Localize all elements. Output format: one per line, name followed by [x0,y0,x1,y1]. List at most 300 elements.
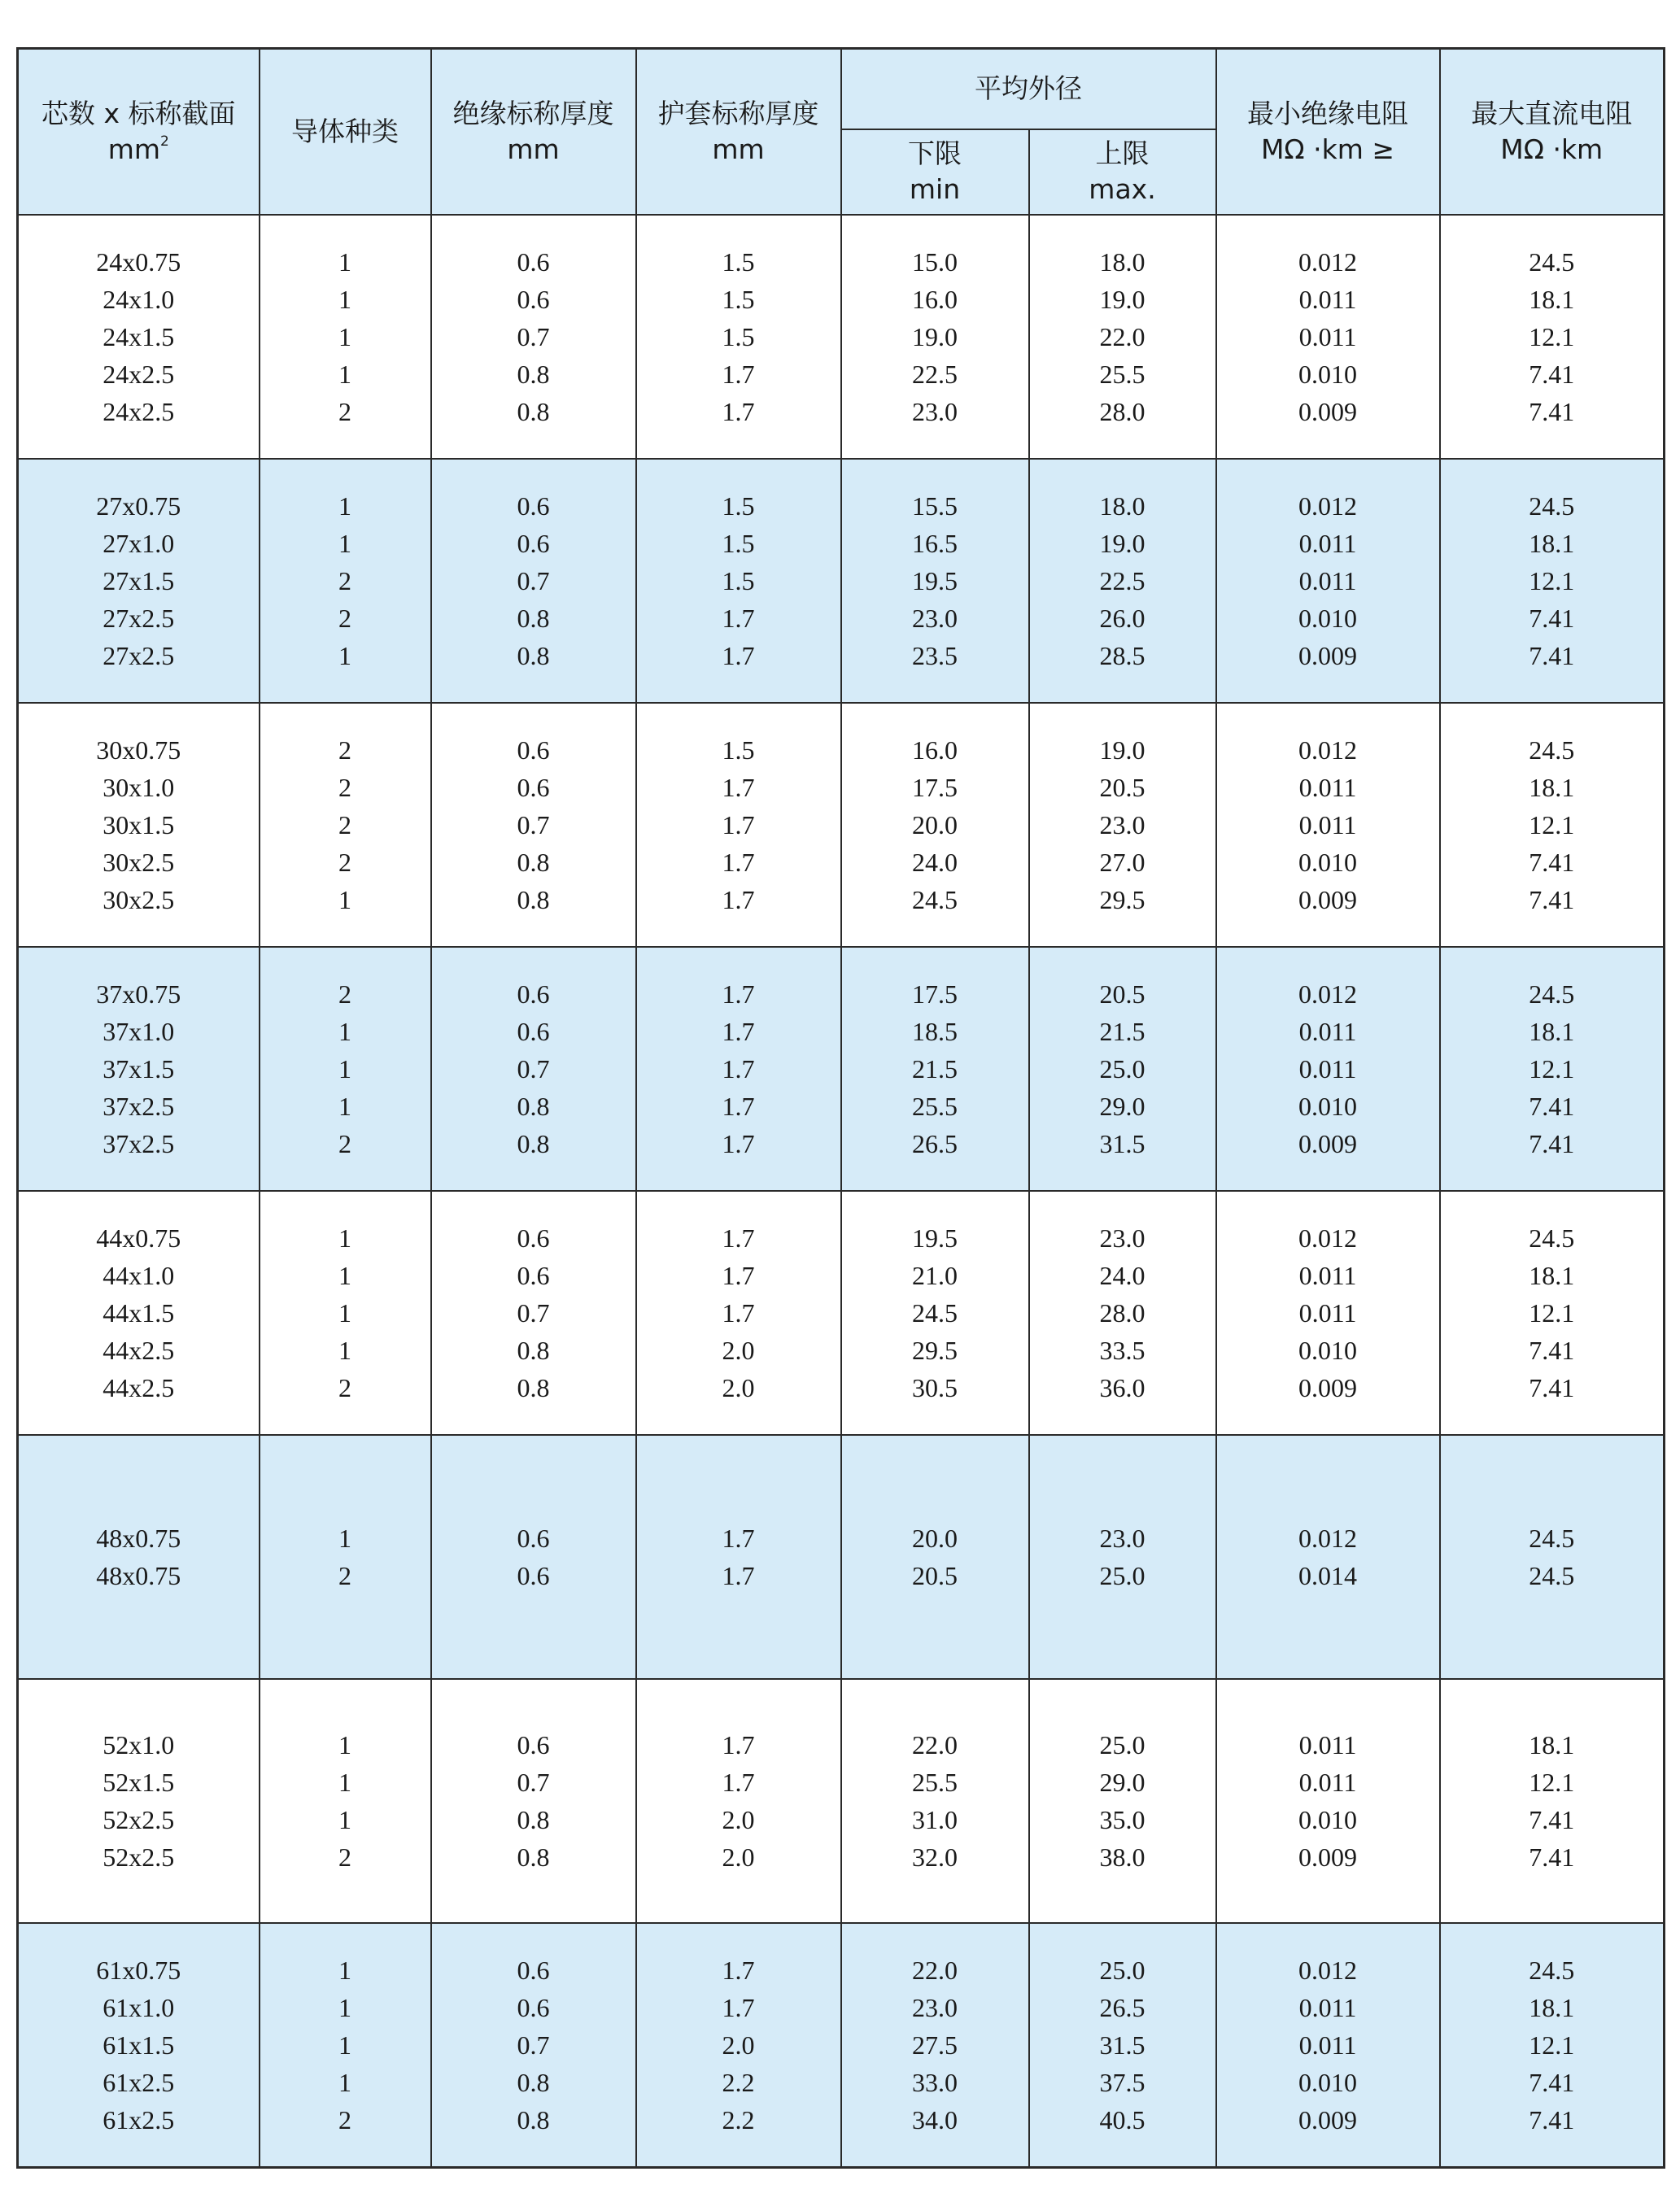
cell-value: 32.0 [912,1842,958,1872]
cell-value: 0.8 [517,397,550,426]
cell-value: 18.1 [1529,285,1575,314]
cell-value: 7.41 [1529,848,1575,877]
cell-value: 1.7 [722,848,755,877]
cell-value: 2.0 [722,1336,755,1365]
cell-value: 20.0 [912,1524,958,1553]
cell-value: 1.7 [722,1955,755,1985]
cell-value: 24.5 [1529,1561,1575,1590]
cell-value: 19.0 [1099,285,1145,314]
cell-value: 12.1 [1529,1054,1575,1084]
cell-value: 61x0.75 [96,1955,181,1985]
table-row [18,1435,1665,1679]
cell-value: 25.0 [1099,1955,1145,1985]
cell-upper [1029,1923,1216,2167]
cell-dc-res [1440,215,1665,459]
cell-value: 0.011 [1298,1730,1357,1759]
cell-value: 0.6 [517,773,550,802]
cell-value: 1.7 [722,1992,755,2022]
cell-value: 0.8 [517,641,550,670]
cell-value: 17.5 [912,773,958,802]
cell-value: 33.5 [1099,1336,1145,1365]
cell-value: 1 [338,1805,351,1834]
cell-value: 0.7 [517,1298,550,1328]
cell-value: 35.0 [1099,1805,1145,1834]
cell-value: 1.7 [722,1223,755,1253]
table-row [18,1679,1665,1923]
cell-value: 27x1.5 [103,566,175,595]
header-spec [18,49,260,216]
cell-value: 0.011 [1298,322,1357,351]
cell-value: 2.0 [722,1842,755,1872]
cell-value: 2 [338,2104,351,2134]
cell-value: 1.7 [722,1768,755,1797]
cell-insulation [431,1923,636,2167]
cell-value: 1.7 [722,1524,755,1553]
cell-value: 0.6 [517,1524,550,1553]
cell-value: 0.011 [1298,285,1357,314]
cell-sheath [636,215,841,459]
cell-value: 24x2.5 [103,360,175,389]
cell-value: 18.0 [1099,491,1145,521]
cell-value: 61x2.5 [103,2104,175,2134]
cell-value: 30x2.5 [103,885,175,914]
cell-value: 18.1 [1529,773,1575,802]
cell-value: 28.5 [1099,641,1145,670]
cell-value: 20.5 [1099,979,1145,1009]
cell-value: 1.5 [722,529,755,558]
cell-value: 1.5 [722,247,755,277]
cell-value: 0.8 [517,1129,550,1158]
cell-value: 0.8 [517,1842,550,1872]
cell-value: 7.41 [1529,1373,1575,1402]
cell-value: 0.012 [1298,1955,1357,1985]
cell-value: 2 [338,848,351,877]
cell-lower [841,1435,1029,1679]
cell-value: 0.7 [517,566,550,595]
cell-value: 25.0 [1099,1730,1145,1759]
cell-insulation [431,1191,636,1435]
cell-value: 1 [338,247,351,277]
header-sheath-unit: mm [712,133,765,165]
cell-value: 0.012 [1298,979,1357,1009]
cell-value: 19.0 [912,322,958,351]
cell-value: 22.0 [1099,322,1145,351]
cell-value: 24x1.5 [103,322,175,351]
cell-insul-res [1216,459,1440,703]
header-dc-res [1440,49,1665,216]
cell-dc-res [1440,1191,1665,1435]
cell-value: 2.0 [722,2030,755,2060]
cable-spec-table [16,47,1665,2169]
cell-value: 1 [338,1298,351,1328]
cell-value: 2.2 [722,2104,755,2134]
cell-value: 19.0 [1099,529,1145,558]
cell-value: 48x0.75 [96,1561,181,1590]
cell-value: 18.1 [1529,529,1575,558]
cell-value: 1 [338,529,351,558]
cell-value: 2.0 [722,1805,755,1834]
header-insulation [431,49,636,216]
cell-value: 7.41 [1529,1336,1575,1365]
cell-value: 2 [338,773,351,802]
cell-value: 1.7 [722,1298,755,1328]
cell-value: 1 [338,1261,351,1290]
cell-spec [18,1435,260,1679]
cell-value: 24.5 [1529,1955,1575,1985]
cell-value: 26.5 [1099,1992,1145,2022]
cell-value: 7.41 [1529,1842,1575,1872]
cell-value: 37x2.5 [103,1129,175,1158]
cell-value: 1 [338,2030,351,2060]
header-insul-res [1216,49,1440,216]
header-lower-title: 下限 [908,137,962,170]
cell-upper [1029,1191,1216,1435]
cell-value: 1.7 [722,397,755,426]
cell-value: 0.6 [517,1261,550,1290]
cell-value: 26.0 [1099,604,1145,633]
cell-value: 61x1.0 [103,1992,175,2022]
cell-spec [18,1679,260,1923]
header-insulation-title: 绝缘标称厚度 [452,98,614,129]
cell-value: 27.0 [1099,848,1145,877]
cell-dc-res [1440,459,1665,703]
cell-conductor [260,215,431,459]
cell-value: 0.011 [1298,773,1357,802]
cell-value: 37x2.5 [103,1092,175,1121]
cell-value: 25.0 [1099,1054,1145,1084]
cell-value: 17.5 [912,979,958,1009]
cell-value: 37.5 [1099,2067,1145,2097]
cell-value: 23.0 [912,1992,958,2022]
cell-value: 0.011 [1298,1054,1357,1084]
cell-value: 1.5 [722,322,755,351]
cell-spec [18,215,260,459]
cell-value: 30x0.75 [96,735,181,765]
cell-value: 22.5 [912,360,958,389]
cell-value: 0.009 [1298,2104,1357,2134]
cell-value: 0.6 [517,979,550,1009]
cell-dc-res [1440,947,1665,1191]
cell-value: 31.5 [1099,2030,1145,2060]
cell-value: 24.5 [912,1298,958,1328]
cell-value: 1.7 [722,773,755,802]
cell-value: 24.5 [912,885,958,914]
cell-value: 2 [338,1129,351,1158]
cell-value: 18.1 [1529,1730,1575,1759]
cell-value: 29.5 [1099,885,1145,914]
cell-value: 0.012 [1298,1524,1357,1553]
cell-value: 1 [338,1524,351,1553]
cell-conductor [260,947,431,1191]
cell-value: 23.5 [912,641,958,670]
cell-value: 0.009 [1298,885,1357,914]
table-row [18,215,1665,459]
cell-value: 24.5 [1529,1223,1575,1253]
cell-value: 1 [338,322,351,351]
cell-value: 0.8 [517,1805,550,1834]
cell-value: 7.41 [1529,2104,1575,2134]
cell-value: 2 [338,566,351,595]
cell-value: 23.0 [1099,1223,1145,1253]
cell-value: 0.010 [1298,360,1357,389]
cell-value: 52x2.5 [103,1842,175,1872]
cell-value: 0.8 [517,2067,550,2097]
cell-value: 20.5 [912,1561,958,1590]
cell-value: 1.7 [722,885,755,914]
cell-value: 2.0 [722,1373,755,1402]
cell-insulation [431,459,636,703]
cell-value: 21.0 [912,1261,958,1290]
cell-value: 1 [338,885,351,914]
cell-value: 1.7 [722,1092,755,1121]
cell-value: 0.8 [517,1373,550,1402]
cell-value: 18.5 [912,1017,958,1046]
cell-value: 30x1.5 [103,810,175,839]
cell-value: 1.7 [722,810,755,839]
cell-lower [841,215,1029,459]
cell-value: 44x1.0 [103,1261,175,1290]
cell-value: 0.6 [517,247,550,277]
cell-value: 30.5 [912,1373,958,1402]
header-diameter: 平均外径 [841,49,1216,129]
cell-value: 12.1 [1529,2030,1575,2060]
cell-insulation [431,703,636,947]
cell-sheath [636,947,841,1191]
cell-value: 0.014 [1298,1561,1357,1590]
cell-value: 23.0 [912,397,958,426]
cell-value: 37x0.75 [96,979,181,1009]
cell-sheath [636,1679,841,1923]
cell-value: 0.009 [1298,1129,1357,1158]
cell-value: 0.011 [1298,2030,1357,2060]
cell-value: 27x2.5 [103,641,175,670]
cell-dc-res [1440,1435,1665,1679]
cell-value: 1 [338,641,351,670]
cell-value: 21.5 [1099,1017,1145,1046]
cell-value: 0.6 [517,491,550,521]
cell-value: 1.7 [722,360,755,389]
cell-value: 27x1.0 [103,529,175,558]
cell-conductor [260,1191,431,1435]
cell-value: 44x2.5 [103,1373,175,1402]
cell-value: 0.009 [1298,1842,1357,1872]
cell-value: 0.8 [517,604,550,633]
cell-value: 2 [338,397,351,426]
cell-value: 0.011 [1298,529,1357,558]
cell-sheath [636,1923,841,2167]
cell-value: 24x1.0 [103,285,175,314]
cell-value: 2 [338,604,351,633]
cell-value: 0.6 [517,1017,550,1046]
cell-conductor [260,703,431,947]
cell-value: 12.1 [1529,1768,1575,1797]
cell-insul-res [1216,703,1440,947]
cell-sheath [636,703,841,947]
cell-value: 7.41 [1529,604,1575,633]
cell-value: 7.41 [1529,397,1575,426]
header-spec-unit: $mm^2$ [107,133,169,165]
cell-value: 1.7 [722,1129,755,1158]
cell-value: 29.0 [1099,1768,1145,1797]
cell-dc-res [1440,703,1665,947]
cell-value: 0.6 [517,1955,550,1985]
table-row [18,703,1665,947]
header-spec-title: 芯数 x 标称截面 [41,98,236,129]
cell-value: 37x1.0 [103,1017,175,1046]
cell-value: 2 [338,735,351,765]
header-spec-sup: 2 [159,133,169,150]
cell-value: 0.8 [517,1336,550,1365]
cell-value: 0.7 [517,322,550,351]
cell-value: 22.0 [912,1955,958,1985]
header-lower-unit: min [909,173,961,206]
cell-value: 1.7 [722,1261,755,1290]
cell-value: 18.1 [1529,1261,1575,1290]
cell-value: 0.012 [1298,1223,1357,1253]
cell-value: 7.41 [1529,1129,1575,1158]
cell-value: 31.5 [1099,1129,1145,1158]
table-row [18,1191,1665,1435]
cell-value: 0.6 [517,735,550,765]
cell-value: 0.010 [1298,1336,1357,1365]
cell-value: 19.0 [1099,735,1145,765]
cell-value: 25.5 [1099,360,1145,389]
cell-value: 1 [338,2067,351,2097]
cell-value: 28.0 [1099,1298,1145,1328]
cell-value: 1.5 [722,735,755,765]
cell-value: 29.5 [912,1336,958,1365]
cell-value: 38.0 [1099,1842,1145,1872]
table-body [18,215,1665,2167]
cell-value: 24.0 [912,848,958,877]
cell-value: 20.5 [1099,773,1145,802]
cell-upper [1029,947,1216,1191]
cell-insulation [431,215,636,459]
table-header [18,49,1665,216]
cell-value: 12.1 [1529,1298,1575,1328]
cell-value: 0.6 [517,1992,550,2022]
cell-value: 1 [338,1092,351,1121]
cell-value: 19.5 [912,1223,958,1253]
cell-value: 0.010 [1298,848,1357,877]
cell-conductor [260,1679,431,1923]
cell-value: 44x2.5 [103,1336,175,1365]
cell-value: 27.5 [912,2030,958,2060]
header-upper [1029,129,1216,215]
cell-value: 0.012 [1298,491,1357,521]
cell-value: 0.010 [1298,604,1357,633]
cell-value: 0.6 [517,1730,550,1759]
cell-upper [1029,215,1216,459]
cell-value: 24.5 [1529,735,1575,765]
cell-value: 1.5 [722,566,755,595]
cell-value: 0.8 [517,360,550,389]
cell-value: 0.7 [517,1768,550,1797]
cell-value: 24.0 [1099,1261,1145,1290]
cell-value: 1 [338,1955,351,1985]
cell-lower [841,1191,1029,1435]
cell-value: 23.0 [912,604,958,633]
cell-value: 2.2 [722,2067,755,2097]
cell-spec [18,1923,260,2167]
cell-value: 0.011 [1298,1298,1357,1328]
cell-value: 30x2.5 [103,848,175,877]
cell-value: 18.0 [1099,247,1145,277]
cell-value: 2 [338,1561,351,1590]
cell-value: 7.41 [1529,1805,1575,1834]
header-insulation-unit: mm [507,133,560,165]
header-sheath [636,49,841,216]
header-insul-res-title: 最小绝缘电阻 [1247,98,1408,129]
cell-value: 24x2.5 [103,397,175,426]
cell-insul-res [1216,215,1440,459]
cell-dc-res [1440,1679,1665,1923]
cell-upper [1029,1435,1216,1679]
cell-value: 0.011 [1298,1992,1357,2022]
cell-insul-res [1216,1435,1440,1679]
cell-value: 16.0 [912,285,958,314]
header-conductor: 导体种类 [260,49,431,216]
cell-spec [18,947,260,1191]
cell-conductor [260,1435,431,1679]
cell-value: 27x0.75 [96,491,181,521]
cell-value: 44x1.5 [103,1298,175,1328]
cell-value: 1.5 [722,285,755,314]
cell-value: 12.1 [1529,566,1575,595]
cell-value: 24.5 [1529,491,1575,521]
cell-lower [841,703,1029,947]
cell-value: 31.0 [912,1805,958,1834]
cell-value: 0.012 [1298,247,1357,277]
cell-spec [18,459,260,703]
cell-value: 0.7 [517,1054,550,1084]
cell-value: 0.011 [1298,566,1357,595]
cell-value: 24.5 [1529,979,1575,1009]
cell-value: 1.5 [722,491,755,521]
cell-value: 61x2.5 [103,2067,175,2097]
cell-value: 0.7 [517,810,550,839]
header-sheath-title: 护套标称厚度 [657,98,819,129]
cell-value: 44x0.75 [96,1223,181,1253]
cell-value: 27x2.5 [103,604,175,633]
cell-value: 0.009 [1298,397,1357,426]
cell-value: 1.7 [722,641,755,670]
cell-value: 0.009 [1298,1373,1357,1402]
cell-value: 1 [338,1223,351,1253]
cell-value: 0.010 [1298,1805,1357,1834]
cell-value: 0.6 [517,529,550,558]
cell-value: 12.1 [1529,322,1575,351]
cell-value: 0.009 [1298,641,1357,670]
cell-insulation [431,1435,636,1679]
table-row [18,1923,1665,2167]
cell-insulation [431,1679,636,1923]
cell-lower [841,1923,1029,2167]
cell-value: 2 [338,1373,351,1402]
cell-value: 19.5 [912,566,958,595]
cell-value: 0.7 [517,2030,550,2060]
cell-value: 7.41 [1529,641,1575,670]
cell-value: 2 [338,810,351,839]
cell-value: 28.0 [1099,397,1145,426]
cell-value: 1.7 [722,1561,755,1590]
cell-value: 48x0.75 [96,1524,181,1553]
cell-value: 25.0 [1099,1561,1145,1590]
cell-upper [1029,459,1216,703]
cell-sheath [636,1435,841,1679]
cell-value: 22.0 [912,1730,958,1759]
header-upper-unit: max. [1089,173,1156,206]
